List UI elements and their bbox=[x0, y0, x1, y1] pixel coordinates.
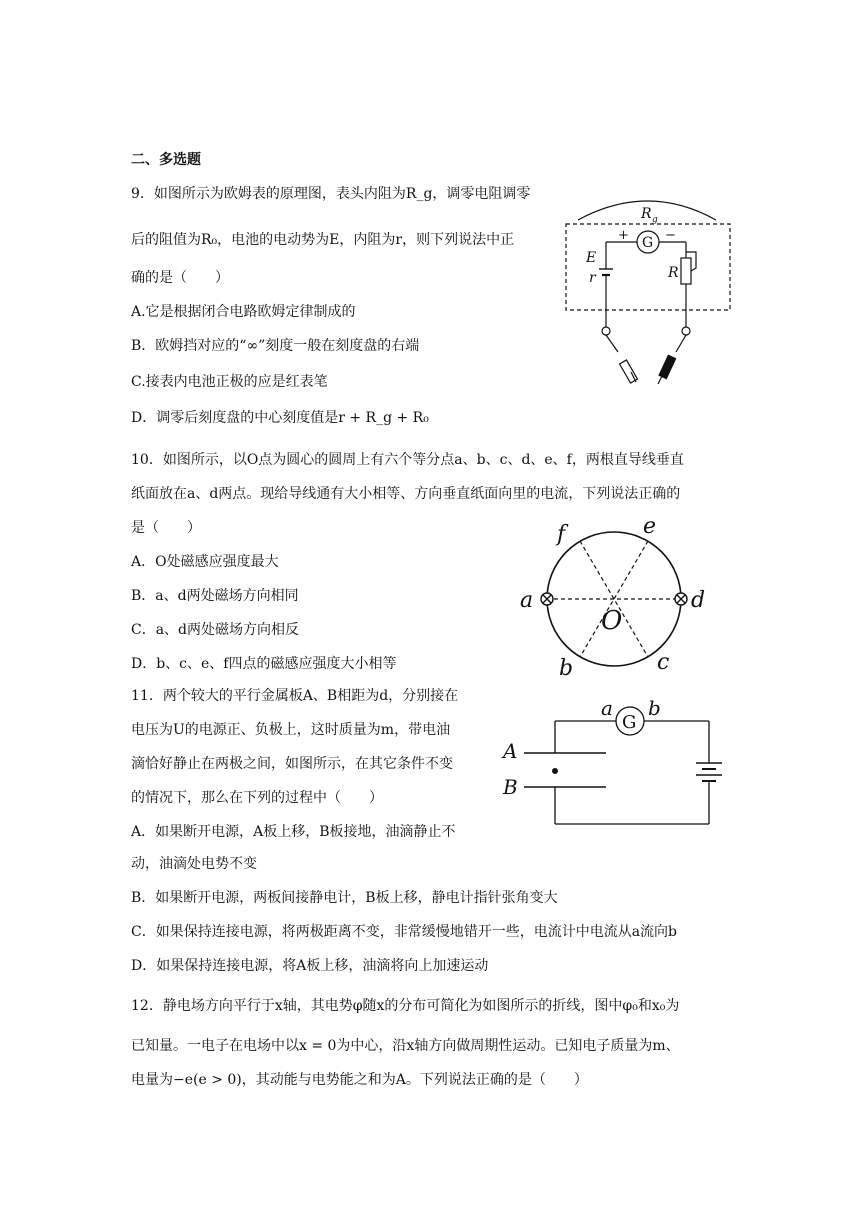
q10-option-d: D．b、c、e、f四点的磁感应强度大小相等 bbox=[131, 656, 397, 672]
q11-stem-line1: 11．两个较大的平行金属板A、B相距为d，分别接在 bbox=[131, 688, 459, 704]
magnetic-circle-figure bbox=[515, 515, 720, 680]
minus-sign: − bbox=[665, 228, 676, 243]
q9-option-c: C.接表内电池正极的应是红表笔 bbox=[131, 374, 328, 390]
q9-stem-line2: 后的阻值为R₀，电池的电动势为E，内阻为r，则下列说法中正 bbox=[131, 232, 515, 248]
point-e-label: e bbox=[643, 515, 657, 539]
parallel-plate-circuit-figure bbox=[498, 695, 728, 830]
center-o-label: O bbox=[601, 606, 623, 636]
oil-drop bbox=[552, 768, 558, 774]
q11-option-b: B．如果断开电源，两板间接静电计，B板上移，静电计指针张角变大 bbox=[131, 890, 558, 906]
q11-option-a-line1: A．如果断开电源，A板上移，B板接地，油滴静止不 bbox=[131, 824, 456, 840]
q11-stem-line2: 电压为U的电源正、负极上，这时质量为m，带电油 bbox=[131, 722, 451, 738]
q12-stem-line1: 12．静电场方向平行于x轴，其电势φ随x的分布可简化为如图所示的折线，图中φ₀和x₀为 bbox=[131, 998, 680, 1014]
point-b-label: b bbox=[648, 696, 661, 720]
wire-d-cross-symbol bbox=[675, 593, 687, 605]
point-d-label: d bbox=[691, 588, 706, 613]
emf-label: E bbox=[586, 250, 597, 266]
q10-stem-line1: 10．如图所示，以O点为圆心的圆周上有六个等分点a、b、c、d、e、f，两根直导线垂直 bbox=[131, 452, 684, 468]
galvanometer-label: G bbox=[622, 712, 637, 733]
q10-stem-line2: 纸面放在a、d两点。现给导线通有大小相等、方向垂直纸面向里的电流，下列说法正确的 bbox=[131, 486, 681, 502]
section-title: 二、多选题 bbox=[131, 152, 201, 168]
q9-option-d: D．调零后刻度盘的中心刻度值是r + R_g + R₀ bbox=[131, 410, 429, 426]
plus-sign: + bbox=[618, 228, 629, 243]
q10-option-a: A．O处磁感应强度最大 bbox=[131, 554, 279, 570]
rg-label: R bbox=[641, 206, 652, 222]
resistor-label: R bbox=[668, 265, 679, 281]
point-a-label: a bbox=[520, 588, 534, 613]
right-terminal bbox=[682, 327, 690, 335]
q11-stem-line3: 滴恰好静止在两极之间，如图所示，在其它条件不变 bbox=[131, 756, 453, 772]
black-probe bbox=[659, 355, 676, 378]
q9-stem-line3: 确的是（ ） bbox=[131, 270, 229, 286]
rg-subscript: g bbox=[652, 215, 658, 225]
galvanometer-label: G bbox=[642, 235, 654, 251]
plate-a-label: A bbox=[503, 739, 518, 763]
ohmmeter-circuit-figure bbox=[558, 192, 738, 392]
q9-option-b: B．欧姆挡对应的“∞”刻度一般在刻度盘的右端 bbox=[131, 338, 420, 354]
point-a-label: a bbox=[601, 696, 613, 720]
q11-stem-line4: 的情况下，那么在下列的过程中（ ） bbox=[131, 790, 383, 806]
q9-option-a: A.它是根据闭合电路欧姆定律制成的 bbox=[131, 304, 356, 320]
point-f-label: f bbox=[557, 522, 566, 547]
zero-adjust-resistor bbox=[681, 258, 691, 284]
q10-option-b: B．a、d两处磁场方向相同 bbox=[131, 588, 299, 604]
point-b-label: b bbox=[559, 656, 574, 680]
q11-option-a-line2: 动，油滴处电势不变 bbox=[131, 856, 257, 872]
left-terminal bbox=[602, 327, 610, 335]
q11-option-c: C．如果保持连接电源，将两极距离不变，非常缓慢地错开一些，电流计中电流从a流向b bbox=[131, 924, 678, 940]
point-c-label: c bbox=[657, 650, 670, 675]
wire-a-cross-symbol bbox=[541, 593, 553, 605]
q12-stem-line2: 已知量。一电子在电场中以x = 0为中心，沿x轴方向做周期性运动。已知电子质量为m、 bbox=[131, 1038, 680, 1054]
q11-option-d: D．如果保持连接电源，将A板上移，油滴将向上加速运动 bbox=[131, 958, 489, 974]
battery-symbol bbox=[696, 763, 722, 781]
internal-resistance-label: r bbox=[589, 270, 596, 286]
q10-option-c: C．a、d两处磁场方向相反 bbox=[131, 622, 300, 638]
q10-stem-line3: 是（ ） bbox=[131, 520, 201, 536]
plate-b-label: B bbox=[503, 775, 518, 799]
q12-stem-line3: 电量为−e(e > 0)，其动能与电势能之和为A。下列说法正确的是（ ） bbox=[131, 1072, 588, 1088]
q9-stem-line1: 9．如图所示为欧姆表的原理图，表头内阻为R_g，调零电阻调零 bbox=[131, 186, 531, 202]
